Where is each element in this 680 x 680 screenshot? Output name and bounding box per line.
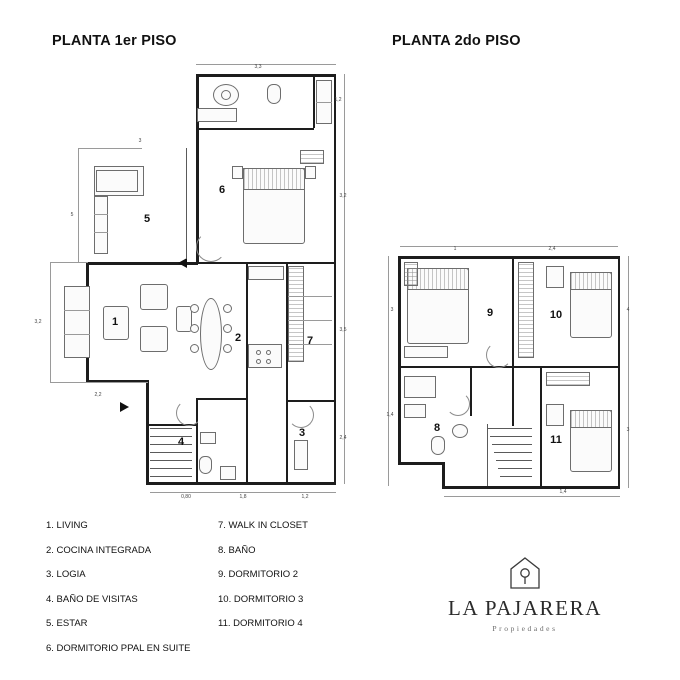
dim2-line-top xyxy=(400,246,618,247)
stair2-step-6 xyxy=(498,468,532,469)
birdhouse-icon xyxy=(508,556,542,590)
legend-item: 11. DORMITORIO 4 xyxy=(218,618,303,629)
stair2-step-7 xyxy=(500,476,532,477)
wall2-left xyxy=(398,256,401,464)
bed-10-pillows xyxy=(570,272,612,290)
wall2-step xyxy=(442,462,445,488)
room-number-9: 9 xyxy=(486,307,494,319)
dimension-label: 5 xyxy=(70,212,74,218)
wall2-bottom xyxy=(442,486,620,489)
legend-item: 9. DORMITORIO 2 xyxy=(218,569,299,580)
stair2-step-5 xyxy=(496,460,532,461)
partition2-hall-right xyxy=(512,366,514,426)
closet-11 xyxy=(546,372,590,386)
bathtub xyxy=(404,376,436,398)
dimension-label: 1,4 xyxy=(386,412,394,418)
stair2-step-4 xyxy=(494,452,532,453)
brand-logo xyxy=(432,556,618,633)
legend-item: 6. DORMITORIO PPAL EN SUITE xyxy=(46,642,191,654)
legend-column-right xyxy=(218,514,308,637)
bath-8-door-arc xyxy=(446,392,470,416)
partition2-bed11-left xyxy=(540,366,542,486)
legend-item: 4. BAÑO DE VISITAS xyxy=(46,593,138,605)
room-number-7: 7 xyxy=(306,335,314,347)
stair2-step-2 xyxy=(490,436,532,437)
room-number-2: 2 xyxy=(234,332,242,344)
room-number-1: 1 xyxy=(111,316,119,328)
dim2-line-bottom xyxy=(444,496,620,497)
dimension-label: 3,5 xyxy=(339,327,347,333)
partition2-bed9-bed10 xyxy=(512,256,514,368)
stair2-step-1 xyxy=(488,428,532,429)
partition2-mid-right xyxy=(512,366,618,368)
legend-item: 2. COCINA INTEGRADA xyxy=(46,544,152,556)
stair2-step-3 xyxy=(492,444,532,445)
room-number-3: 3 xyxy=(298,427,306,439)
wall2-right xyxy=(618,256,621,488)
dimension-label: 0,80 xyxy=(181,494,191,500)
legend-item: 5. ESTAR xyxy=(46,618,88,629)
dim2-line-left xyxy=(388,256,389,486)
legend-item: 10. DORMITORIO 3 xyxy=(218,593,304,605)
legend-item: 8. BAÑO xyxy=(218,544,256,556)
dimension-label: 4 xyxy=(626,307,630,313)
bath-8-toilet xyxy=(431,436,445,455)
room-number-6: 6 xyxy=(218,184,226,196)
bath-8-vanity xyxy=(404,404,426,418)
closet-9 xyxy=(404,262,418,286)
plan-title-second-floor: PLANTA 2do PISO xyxy=(392,33,521,49)
brand-name: LA PAJARERA xyxy=(448,596,602,620)
room-number-10: 10 xyxy=(549,309,563,321)
partition2-bath-right xyxy=(470,366,472,416)
wall2-top xyxy=(398,256,620,259)
dimension-label: 3,2 xyxy=(339,193,347,199)
bed-9-door-arc xyxy=(486,342,512,368)
room-number-4: 4 xyxy=(177,436,185,448)
bed-10-nightstand xyxy=(546,266,564,288)
stair2-rail xyxy=(487,424,488,486)
brand-subtitle: Propiedades xyxy=(492,624,558,633)
dimension-label: 1,2 xyxy=(334,97,342,103)
legend-item: 1. LIVING xyxy=(46,520,88,531)
legend-item: 7. WALK IN CLOSET xyxy=(218,520,308,531)
dim2-line-right xyxy=(628,256,629,488)
room-number-11: 11 xyxy=(550,434,562,446)
room-number-8: 8 xyxy=(433,422,441,434)
dimension-label: 3,3 xyxy=(254,64,262,70)
dimension-label: 2,4 xyxy=(339,435,347,441)
dimension-label: 3 xyxy=(138,138,142,144)
bed-11-nightstand xyxy=(546,404,564,426)
legend-item: 3. LOGIA xyxy=(46,569,86,580)
bath-8-basin xyxy=(452,424,468,438)
dimension-label: 1,8 xyxy=(239,494,247,500)
dimension-label: 3 xyxy=(626,427,630,433)
dimension-label: 3,2 xyxy=(34,319,42,325)
dimension-label: 1 xyxy=(453,246,457,252)
bed-9-dresser xyxy=(404,346,448,358)
bed-11-pillows xyxy=(570,410,612,428)
plan-title-first-floor: PLANTA 1er PISO xyxy=(52,33,177,49)
wall2-bottom-left xyxy=(398,462,444,465)
dimension-label: 1,4 xyxy=(559,489,567,495)
dimension-label: 3 xyxy=(390,307,394,313)
legend-column-left xyxy=(46,514,190,661)
dimension-label: 2,4 xyxy=(548,246,556,252)
dimension-label: 1,2 xyxy=(301,494,309,500)
closet-10 xyxy=(518,262,534,358)
room-number-5: 5 xyxy=(143,213,151,225)
dimension-label: 2,2 xyxy=(94,392,102,398)
